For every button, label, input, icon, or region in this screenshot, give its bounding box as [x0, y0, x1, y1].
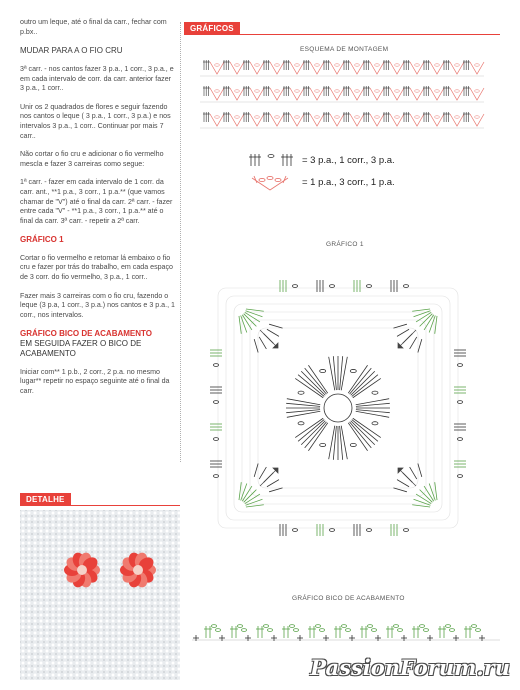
nao-cortar-text: Não cortar o fio cru e adicionar o fio vermelho mescla e fazer 3 carreiras como segue:	[20, 150, 164, 168]
detalhe-tag: DETALHE	[20, 493, 71, 506]
iniciar-text: Iniciar com** 1 p.b., 2 corr., 2 p.a. no mesmo lugar** repetir no espaço seguinte até o final da carr.	[20, 367, 170, 395]
cortar-text: Cortar o fio vermelho e retomar lá embaixo o fio cru e fazer por trás do trabalho, em cada espaço de 3 corr. do fio vermelho, 3 p.a., 1 corr..	[20, 253, 173, 282]
scheme-row	[200, 60, 484, 76]
legend-text-2: = 1 p.a., 3 corr., 1 p.a.	[302, 177, 395, 188]
unir-text: Unir os 2 quadrados de flores e seguir fazendo nos cantos o leque ( 3 p.a., 1 corr., 3 p.a.) e nos intervalos 3 p.a., 1 corr.. Continuar por mais 7 carr..	[20, 102, 171, 140]
watermark: PassionForum.ru	[310, 655, 510, 680]
bico-title: GRÁFICO BICO DE ACABAMENTO	[292, 595, 405, 602]
grafico1-chart	[188, 258, 488, 558]
graficos-tag-line	[184, 34, 500, 35]
column-divider	[180, 22, 181, 462]
heading-cru: MUDAR PARA A O FIO CRU	[20, 46, 123, 56]
heading-bico: GRÁFICO BICO DE ACABAMENTO	[20, 329, 152, 339]
intro-text: outro um leque, até o final da carr., fechar com p.bx..	[20, 18, 167, 36]
scheme-row	[200, 112, 484, 128]
detalhe-tag-line	[20, 505, 180, 506]
grafico1-title: GRÁFICO 1	[326, 241, 364, 248]
detail-photo	[20, 510, 180, 680]
legend-fan-symbol	[248, 152, 294, 168]
instructions-column	[20, 18, 175, 405]
graficos-tag: GRÁFICOS	[184, 22, 240, 35]
legend-text-1: = 3 p.a., 1 corr., 3 p.a.	[302, 155, 395, 166]
fazer-mais-text: Fazer mais 3 carreiras com o fio cru, fazendo o leque (3 p.a, 1 corr., 3 p.a.) nos cantos e 3 p.a., 1 corr., nos intervalos.	[20, 291, 175, 319]
esquema-title: ESQUEMA DE MONTAGEM	[300, 46, 389, 53]
row3-text: 3ª carr. - nos cantos fazer 3 p.a., 1 corr., 3 p.a., e em cada intervalo de corr. da carr. anterior fazer 3 p.a., 1 corr..	[20, 64, 174, 93]
bico-chart	[190, 608, 510, 648]
heading-grafico1: GRÁFICO 1	[20, 235, 64, 245]
legend-v-symbol	[250, 174, 290, 192]
assembly-scheme	[200, 56, 490, 136]
carreiras-text: 1ª carr. - fazer em cada intervalo de 1 corr. da carr. ant., **1 p.a., 3 corr., 1 p.a.** (que vamos chamar de "V") até o final da carr. 2ª carr. - fazer entre cada "V" - **1 p.a., 3 corr., 1 p.a.** até o final da carr. 3ª carr. - repetir a 2ª carr.	[20, 178, 173, 225]
scheme-row	[200, 86, 484, 102]
heading-seguida: EM SEGUIDA FAZER O BICO DE ACABAMENTO	[20, 339, 142, 358]
photo-flowers	[20, 510, 180, 680]
